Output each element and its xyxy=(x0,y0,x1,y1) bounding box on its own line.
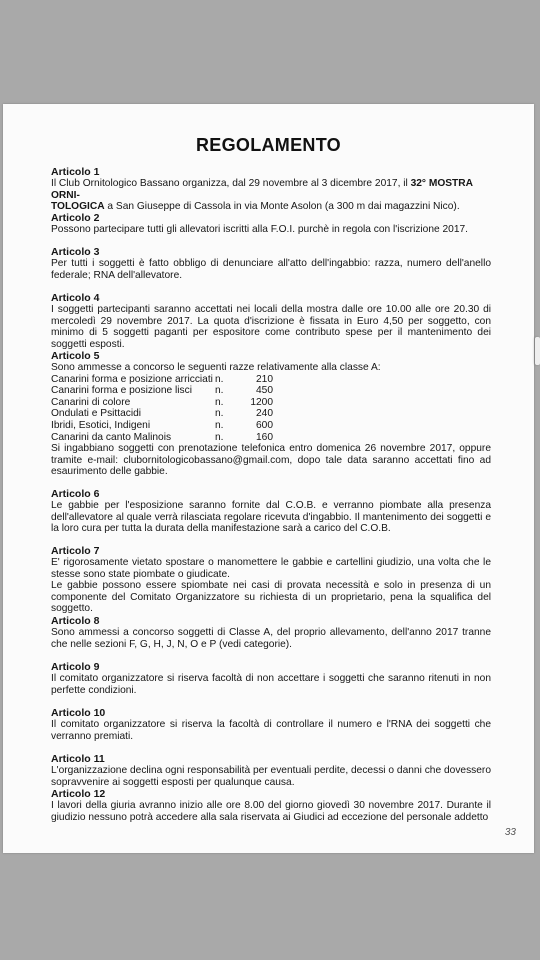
article-heading: Articolo 3 xyxy=(51,246,100,258)
article-heading: Articolo 4 xyxy=(51,292,100,304)
article-heading: Articolo 9 xyxy=(51,661,100,673)
article-text: Per tutti i soggetti è fatto obbligo di denunciare all'atto dell'ingabbio: razza, numero dell'anello federale; RNA dell'allevatore. xyxy=(51,258,491,281)
document-page xyxy=(3,104,534,853)
article-1 xyxy=(51,166,491,213)
article-text: Le gabbie per l'esposizione saranno fornite dal C.O.B. e verranno piombate alla presenza dell'allevatore al quale verrà rilasciata regolare ricevuta d'ingabbio. Il mantenimento dei soggetti e la loro cura per tutta la durata della manifestazione sarà a carico del C.O.B. xyxy=(51,500,491,535)
article-heading: Articolo 12 xyxy=(51,788,106,800)
article-text: Sono ammessi a concorso soggetti di Classe A, del proprio allevamento, dell'anno 2017 tranne che nelle sezioni F, G, H, J, N, O e P (vedi categorie). xyxy=(51,627,491,650)
breed-row: Ondulati e Psittacidi n. 240 xyxy=(51,408,273,420)
article-3 xyxy=(51,246,491,281)
breed-row: Ibridi, Esotici, Indigeni n. 600 xyxy=(51,419,273,431)
breed-row: Canarini forma e posizione lisci n. 450 xyxy=(51,385,273,397)
article-text: E' rigorosamente vietato spostare o manomettere le gabbie e cartellini giudizio, una volta che le stesse sono state piombate o giudicate. xyxy=(51,557,491,580)
breed-row: Canarini di colore n. 1200 xyxy=(51,396,273,408)
article-text: I lavori della giuria avranno inizio alle ore 8.00 del giorno giovedì 30 novembre 2017. Durante il giudizio nessuno potrà accedere alla sala riservata ai Giudici ad eccezione del personale addetto xyxy=(51,800,491,823)
page-number: 33 xyxy=(504,827,516,838)
article-5 xyxy=(51,350,491,478)
page-title: REGOLAMENTO xyxy=(196,135,341,155)
article-text: Il comitato organizzatore si riserva facoltà di non accettare i soggetti che saranno ritenuti in non perfette condizioni. xyxy=(51,673,491,696)
article-2 xyxy=(51,212,491,236)
article-text-2: Le gabbie possono essere spiombate nei casi di provata necessità e solo in presenza di un componente del Comitato Organizzatore su richiesta di un proprietario, pena la squalifica del soggetto. xyxy=(51,580,491,615)
article-heading: Articolo 2 xyxy=(51,212,100,224)
article-6 xyxy=(51,488,491,535)
article-12 xyxy=(51,788,491,823)
article-7 xyxy=(51,545,491,615)
article-heading: Articolo 6 xyxy=(51,488,100,500)
article-text: L'organizzazione declina ogni responsabilità per eventuali perdite, decessi o danni che dovessero sopravvenire ai soggetti esposti per qualunque causa. xyxy=(51,765,491,788)
article-8 xyxy=(51,615,491,650)
article-10 xyxy=(51,707,491,742)
article-heading: Articolo 5 xyxy=(51,350,100,362)
article-text: I soggetti partecipanti saranno accettati nei locali della mostra dalle ore 10.00 alle ore 20.30 di mercoledì 29 novembre 2017. La quota d'iscrizione è fissata in Euro 4,50 per soggetto, con minimo di 5 soggetti paganti per espositore come contributo spese per il mantenimento dei soggetti esposti. xyxy=(51,304,491,350)
article-text: Il Club Ornitologico Bassano organizza, dal 29 novembre al 3 dicembre 2017, il 32° MOSTRA ORNI- TOLOGICA a San Giuseppe di Cassola in via Monte Asolon (a 300 m dai magazzini Nico). xyxy=(51,178,473,213)
article-11 xyxy=(51,753,491,788)
article-heading: Articolo 11 xyxy=(51,753,105,765)
article-heading: Articolo 10 xyxy=(51,707,106,719)
breed-row: Canarini forma e posizione arricciati n. 210 xyxy=(51,373,273,385)
article-outro: Si ingabbiano soggetti con prenotazione telefonica entro domenica 26 novembre 2017, oppure tramite e-mail: clubornitologicobassano@gmail.com, dopo tale data saranno accettati fino ad esaurimento delle gabbie. xyxy=(51,443,491,478)
scroll-indicator[interactable] xyxy=(535,337,540,365)
article-heading: Articolo 1 xyxy=(51,166,100,178)
article-4 xyxy=(51,292,491,350)
article-intro: Sono ammesse a concorso le seguenti razze relativamente alla classe A: xyxy=(51,362,381,373)
breed-row: Canarini da canto Malinois n. 160 xyxy=(51,431,273,443)
article-9 xyxy=(51,661,491,696)
article-text: Il comitato organizzatore si riserva la facoltà di controllare il numero e l'RNA dei soggetti che verranno premiati. xyxy=(51,719,491,742)
article-text: Possono partecipare tutti gli allevatori iscritti alla F.O.I. purchè in regola con l'iscrizione 2017. xyxy=(51,224,469,235)
article-heading: Articolo 8 xyxy=(51,615,100,627)
article-heading: Articolo 7 xyxy=(51,545,100,557)
breed-list xyxy=(51,374,491,444)
